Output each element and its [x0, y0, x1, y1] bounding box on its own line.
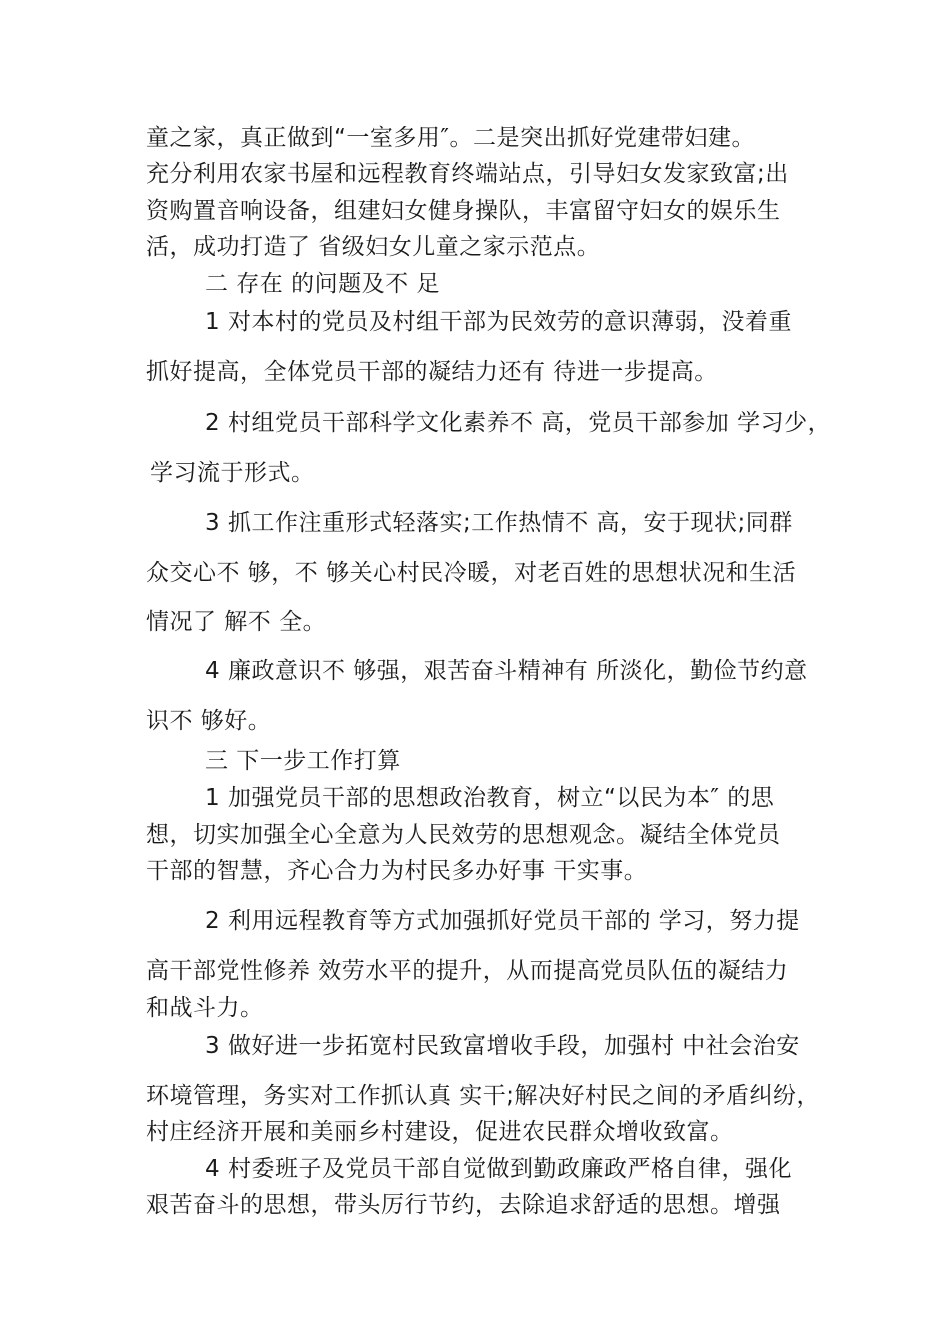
text-line: 众交心不 够，不 够关心村民冷暖，对老百姓的思想状况和生活: [146, 560, 797, 586]
text-line: 资购置音响设备，组建妇女健身操队，丰富留守妇女的娱乐生: [146, 198, 781, 224]
text-line: 活，成功打造了 省级妇女儿童之家示范点。: [146, 234, 601, 260]
text-line: 充分利用农家书屋和远程教育终端站点，引导妇女发家致富;出: [146, 161, 789, 187]
text-line: 学习流于形式。: [150, 460, 315, 486]
text-line: 识不 够好。: [146, 708, 272, 734]
text-line: 4 村委班子及党员干部自觉做到勤政廉政严格自律，强化: [205, 1156, 792, 1182]
text-line: 想，切实加强全心全意为人民效劳的思想观念。凝结全体党员: [146, 822, 781, 848]
text-line: 2 利用远程教育等方式加强抓好党员干部的 学习，努力提: [205, 908, 800, 934]
text-line: 情况了 解不 全。: [146, 609, 327, 635]
text-line: 干部的智慧，齐心合力为村民多办好事 干实事。: [146, 858, 648, 884]
text-line: 童之家，真正做到“一室多用″。二是突出抓好党建带妇建。: [146, 125, 756, 151]
text-line: 环境管理，务实对工作抓认真 实干;解决好村民之间的矛盾纠纷，: [146, 1083, 821, 1109]
text-line: 3 做好进一步拓宽村民致富增收手段，加强村 中社会治安: [205, 1033, 800, 1059]
text-line: 3 抓工作注重形式轻落实;工作热情不 高，安于现状;同群: [205, 510, 793, 536]
text-line: 抓好提高，全体党员干部的凝结力还有 待进一步提高。: [146, 359, 718, 385]
text-line: 4 廉政意识不 够强，艰苦奋斗精神有 所淡化，勤俭节约意: [205, 658, 808, 684]
text-line: 村庄经济开展和美丽乡村建设，促进农民群众增收致富。: [146, 1119, 734, 1145]
text-line: 1 加强党员干部的思想政治教育，树立“以民为本″ 的思: [205, 785, 775, 811]
text-line: 艰苦奋斗的思想，带头厉行节约，去除追求舒适的思想。增强: [146, 1192, 781, 1218]
section-heading: 二 存在 的问题及不 足: [205, 271, 440, 297]
text-line: 和战斗力。: [146, 995, 264, 1021]
section-heading: 三 下一步工作打算: [205, 748, 401, 774]
text-line: 2 村组党员干部科学文化素养不 高，党员干部参加 学习少，: [205, 410, 832, 436]
text-line: 1 对本村的党员及村组干部为民效劳的意识薄弱，没着重: [205, 309, 792, 335]
text-line: 高干部党性修养 效劳水平的提升，从而提高党员队伍的凝结力: [146, 958, 789, 984]
